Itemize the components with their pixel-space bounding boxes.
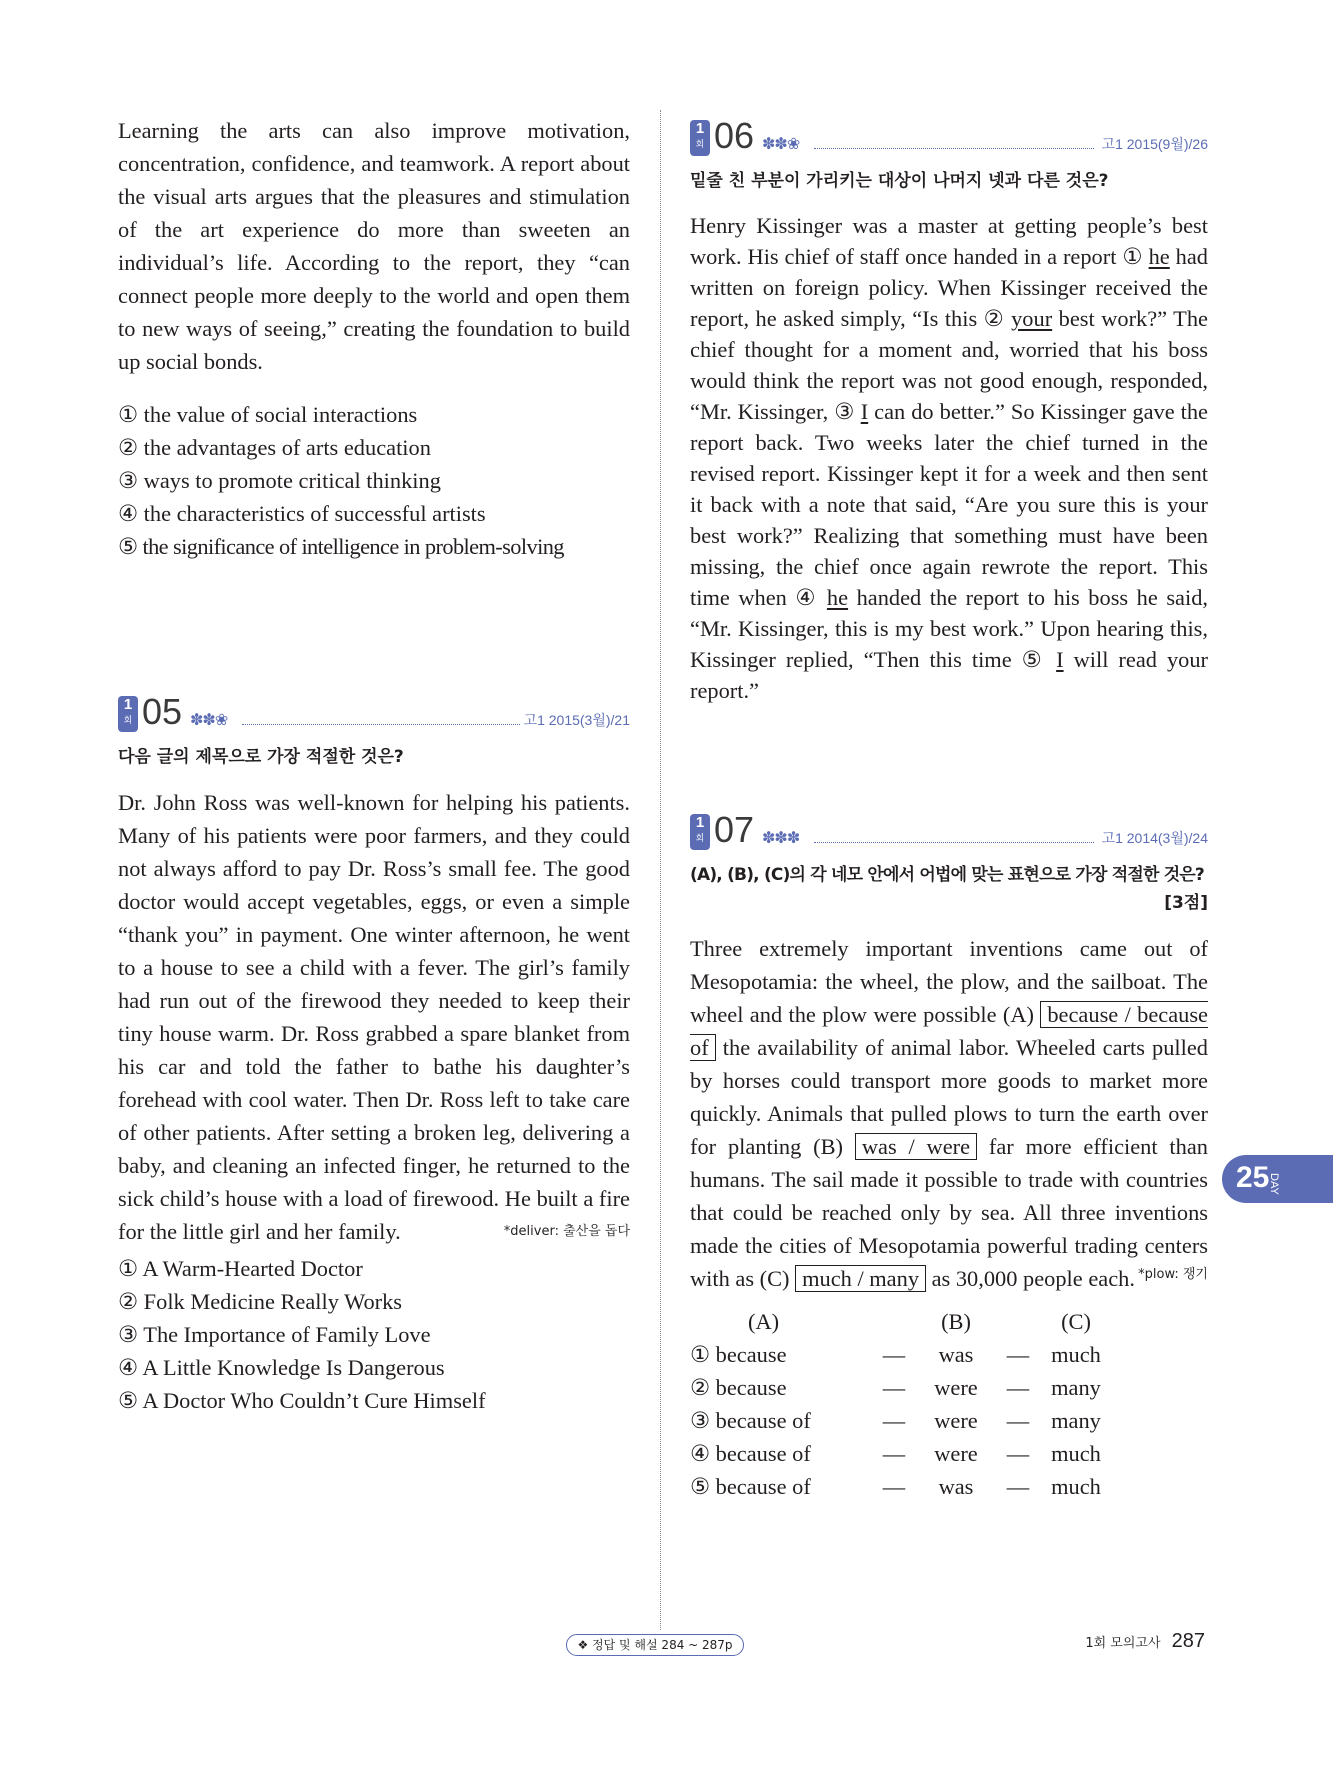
q06-source: 고1 2015(9월)/26 — [1098, 134, 1208, 154]
q05-option-2: ② Folk Medicine Really Works — [118, 1289, 403, 1314]
q06-number: 06 — [714, 115, 755, 156]
q06-passage: Henry Kissinger was a master at getting people’s best work. His chief of staff once handed in a report ① he had written on foreign policy. When Kissinger received the report, he asked simply, “Is this ② your best work?” The chief thought for a moment and, worried that his boss would think the report was not good enough, responded, “Mr. Kissinger, ③ I can do better.” So Kissinger gave the report back. Two weeks later the chief turned in the revised report. Kissinger kept it for a week and then sent it back with a note that said, “Are you sure this is your best work?” Realizing that something must have been missing, the chief once again rewrote the report. This time when ④ he handed the report to his boss he said, “Mr. Kissinger, this is my best work.” Upon hearing this, Kissinger replied, “Then this time ⑤ I will read your report.” — [690, 213, 1208, 703]
q05-badge: 1 회 — [118, 696, 138, 732]
q07-passage: Three extremely important inventions came out of Mesopotamia: the wheel, the plow, and the sailboat. The wheel and the plow were possible (A) because / because of the availability of animal labor. Wheeled carts pulled by horses could transport more goods to market more quickly. Animals that pulled plows to turn the earth over for planting (B) was / were far more efficient than humans. The sail made it possible to trade with countries that could be reached only by sea. All three inventions made the cities of Mesopotamia powerful trading centers with as (C) much / many as 30,000 people each. — [690, 936, 1208, 1291]
q06-underline-5: I — [1056, 647, 1064, 672]
q05-header — [118, 690, 630, 736]
day-label: DAY — [1268, 1173, 1280, 1195]
q07-footnote: *plow: 쟁기 — [1138, 1267, 1208, 1282]
footer-right — [1085, 1630, 1205, 1653]
q06-underline-4: he — [826, 585, 849, 610]
answer-row-5: ⑤ because of — was — much — [690, 1474, 1101, 1499]
q06-question: 밑줄 친 부분이 가리키는 대상이 나머지 넷과 다른 것은? — [690, 171, 1109, 191]
q05-footnote: *deliver: 출산을 돕다 — [503, 1224, 630, 1239]
q04-options — [118, 398, 630, 563]
q06-dotted-rule — [814, 148, 1094, 149]
q07-points: [3점] — [1164, 893, 1208, 913]
q05-difficulty-stars: ✽✽❀ — [190, 710, 228, 729]
column-divider — [660, 110, 661, 1630]
q06-difficulty-stars: ✽✽❀ — [762, 134, 800, 153]
q06-header — [690, 114, 1208, 160]
page-number: 287 — [1171, 1630, 1205, 1652]
day-number: 25 — [1236, 1161, 1270, 1194]
answer-reference-pill: ❖ 정답 및 해설 284 ~ 287p — [566, 1634, 744, 1656]
q04-option-2: ② the advantages of arts education — [118, 435, 431, 460]
answer-row-1: ① because — was — much — [690, 1342, 1101, 1367]
answer-row-3: ③ because of — were — many — [690, 1408, 1101, 1433]
q05-options — [118, 1252, 630, 1417]
q07-answer-table — [690, 1305, 1116, 1503]
q05-option-4: ④ A Little Knowledge Is Dangerous — [118, 1355, 445, 1380]
q05-question: 다음 글의 제목으로 가장 적절한 것은? — [118, 747, 404, 767]
q05-dotted-rule — [242, 724, 522, 725]
q05-option-5: ⑤ A Doctor Who Couldn’t Cure Himself — [118, 1388, 486, 1413]
q06-badge: 1 회 — [690, 120, 710, 156]
answer-row-4: ④ because of — were — much — [690, 1441, 1101, 1466]
q06-underline-2: your — [1011, 306, 1053, 331]
q05-block — [118, 690, 630, 1417]
q07-block — [690, 808, 1208, 1503]
q04-option-3: ③ ways to promote critical thinking — [118, 468, 441, 493]
q06-underline-3: I — [860, 399, 869, 424]
q07-dotted-rule — [814, 842, 1094, 843]
q07-header — [690, 808, 1208, 854]
answer-table-header: (A) (B) (C) — [748, 1309, 1091, 1334]
test-name: 1회 모의고사 — [1085, 1636, 1161, 1651]
q05-number: 05 — [142, 691, 183, 732]
q04-passage: Learning the arts can also improve motivation, concentration, confidence, and teamwork. A report about the visual arts argues that the pleasures and stimulation of the art experience do more than sweeten an individual’s life. According to the report, they “can connect people more deeply to the world and open them to new ways of seeing,” creating the foundation to build up social bonds. — [118, 118, 630, 374]
q07-number: 07 — [714, 809, 755, 850]
q05-source: 고1 2015(3월)/21 — [520, 710, 630, 730]
q07-difficulty-stars: ✽✽✽ — [762, 828, 800, 847]
day-tab — [1222, 1155, 1333, 1203]
answer-row-2: ② because — were — many — [690, 1375, 1101, 1400]
q05-passage: Dr. John Ross was well-known for helping his patients. Many of his patients were poor farmers, and they could not always afford to pay Dr. Ross’s small fee. The good doctor would accept vegetables, eggs, or even a simple “thank you” in payment. One winter afternoon, he went to a house to see a child with a fever. The girl’s family had run out of the firewood they needed to keep their tiny house warm. Dr. Ross grabbed a spare blanket from his car and told the father to bathe his daughter’s forehead with cool water. Then Dr. Ross left to take care of other patients. After setting a broken leg, delivering a baby, and cleaning an infected finger, he returned to the sick child’s house with a load of firewood. He built a fire for the little girl and her family. — [118, 790, 630, 1244]
q07-box-a: because / because of — [690, 1002, 1208, 1060]
q04-option-4: ④ the characteristics of successful artists — [118, 501, 486, 526]
q04-option-1: ① the value of social interactions — [118, 402, 418, 427]
q06-block — [690, 114, 1208, 706]
q07-box-b: was / were — [855, 1133, 977, 1160]
q04-option-5: ⑤ the significance of intelligence in problem-solving — [118, 534, 564, 559]
q07-badge: 1 회 — [690, 814, 710, 850]
q05-option-3: ③ The Importance of Family Love — [118, 1322, 431, 1347]
q07-question: (A), (B), (C)의 각 네모 안에서 어법에 맞는 표현으로 가장 적절한 것은? — [690, 865, 1204, 885]
q07-box-c: much / many — [795, 1265, 926, 1292]
q07-source: 고1 2014(3월)/24 — [1098, 828, 1208, 848]
q06-underline-1: he — [1148, 244, 1170, 269]
q05-option-1: ① A Warm-Hearted Doctor — [118, 1256, 363, 1281]
